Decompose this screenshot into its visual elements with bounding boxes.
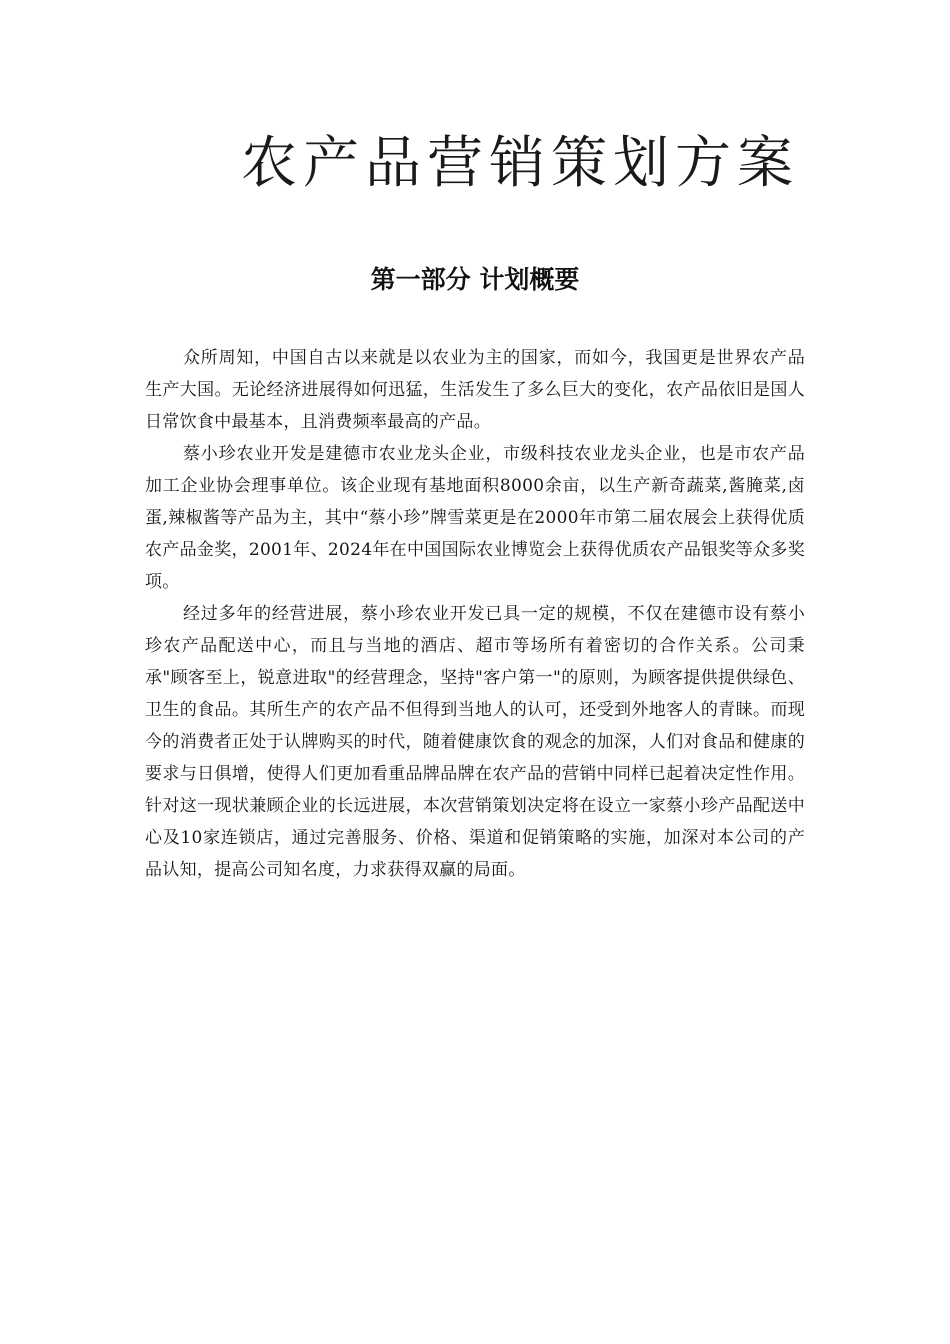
paragraph-strategy: 经过多年的经营进展，蔡小珍农业开发已具一定的规模，不仅在建德市设有蔡小珍农产品配送中心，而且与当地的酒店、超市等场所有着密切的合作关系。公司秉承"顾客至上，锐意进取"的经营理念，坚持"客户第一"的原则，为顾客提供提供绿色、卫生的食品。其所生产的农产品不但得到当地人的认可，还受到外地客人的青睐。而现今的消费者正处于认牌购买的时代，随着健康饮食的观念的加深，人们对食品和健康的要求与日俱增，使得人们更加看重品牌品牌在农产品的营销中同样已起着决定性作用。针对这一现状兼顾企业的长远进展，本次营销策划决定将在设立一家蔡小珍产品配送中心及10家连锁店，通过完善服务、价格、渠道和促销策略的实施，加深对本公司的产品认知，提高公司知名度，力求获得双赢的局面。 <box>145 604 805 880</box>
document-title: 农产品营销策划方案 <box>241 131 799 196</box>
paragraph-company: 蔡小珍农业开发是建德市农业龙头企业，市级科技农业龙头企业，也是市农产品加工企业协会理事单位。该企业现有基地面积8000余亩，以生产新奇蔬菜,酱腌菜,卤蛋,辣椒酱等产品为主，其中“蔡小珍”牌雪菜更是在2000年市第二届农展会上获得优质农产品金奖，2001年、2024年在中国国际农业博览会上获得优质农产品银奖等众多奖项。 <box>145 444 805 592</box>
body-text <box>145 342 805 886</box>
paragraph-intro: 众所周知，中国自古以来就是以农业为主的国家，而如今，我国更是世界农产品生产大国。无论经济进展得如何迅猛，生活发生了多么巨大的变化，农产品依旧是国人日常饮食中最基本，且消费频率最高的产品。 <box>145 348 805 432</box>
section-heading: 第一部分 计划概要 <box>370 265 580 294</box>
